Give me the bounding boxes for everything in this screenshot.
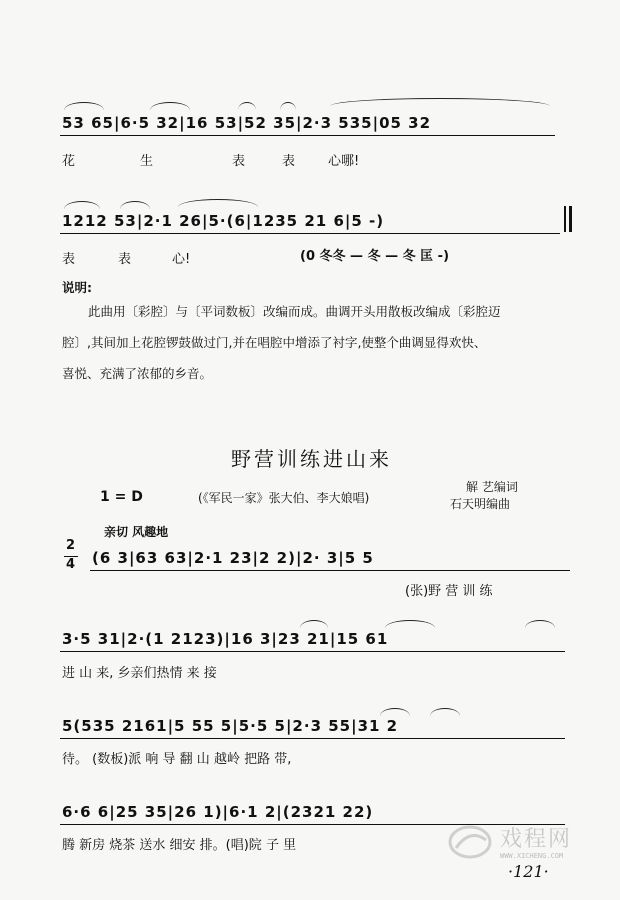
lyrics-row-3: 待。 (数板)派 响 导 翻 山 越岭 把路 带, (62, 752, 292, 767)
lyric-6: 表 (62, 252, 76, 267)
lyric-4: 表 (282, 154, 296, 169)
lyric-3: 表 (232, 154, 246, 169)
slur (300, 620, 328, 628)
slur (238, 102, 256, 110)
watermark-text: 戏程网 (500, 827, 573, 852)
slur (178, 199, 258, 207)
score-line-1: 53 65|6·5 32|16 53|52 35|2·3 535|05 32 (62, 114, 432, 132)
score-row-2: 3·5 31|2·(1 2123)|16 3|23 21|15 61 (62, 630, 389, 648)
beam-line (90, 570, 570, 571)
final-barline (564, 206, 566, 232)
slur (120, 201, 150, 209)
percussion-line: (0 冬冬 — 冬 — 冬 匡 -) (300, 249, 450, 264)
beam-line (60, 233, 560, 234)
slur (150, 102, 190, 110)
lyric-7: 表 (118, 252, 132, 267)
slur (330, 98, 550, 106)
credit-music: 石天明编曲 (450, 497, 511, 511)
watermark-logo-icon (446, 818, 496, 862)
score-row-3: 5(535 2161|5 55 5|5·5 5|2·3 55|31 2 (62, 717, 399, 735)
song-source: (《军民一家》张大伯、李大娘唱) (198, 491, 370, 505)
slur (430, 708, 460, 716)
tempo-marking: 亲切 风趣地 (104, 525, 169, 539)
lyrics-row-2: 进 山 来, 乡亲们热情 来 接 (62, 666, 217, 681)
slur (280, 102, 296, 110)
lyric-2: 生 (140, 154, 154, 169)
lyric-8: 心! (172, 252, 191, 267)
watermark-url: WWW.XICHENG.COM (500, 852, 564, 860)
slur (64, 102, 104, 110)
beam-line (60, 651, 565, 652)
time-signature-top: 2 (66, 538, 77, 553)
score-line-2: 1212 53|2·1 26|5·(6|1235 21 6|5 -) (62, 212, 385, 230)
note-text-2: 腔〕,其间加上花腔锣鼓做过门,并在唱腔中增添了衬字,使整个曲调显得欢快、 (62, 335, 487, 350)
note-text-3: 喜悦、充满了浓郁的乡音。 (62, 366, 213, 381)
key-signature: 1 = D (100, 489, 143, 505)
time-signature-bottom: 4 (66, 557, 77, 572)
score-row-4: 6·6 6|25 35|26 1)|6·1 2|(2321 22) (62, 803, 374, 821)
note-text-1: 此曲用〔彩腔〕与〔平词数板〕改编而成。曲调开头用散板改编成〔彩腔迈 (88, 304, 501, 319)
slur (385, 620, 435, 628)
lyrics-row-4: 腾 新房 烧茶 送水 细安 排。(唱)院 子 里 (62, 838, 297, 853)
slur (64, 201, 100, 209)
note-heading: 说明: (62, 280, 92, 295)
final-barline-thick (569, 206, 572, 232)
page-number: ·121· (508, 862, 549, 881)
slur (525, 620, 555, 628)
lyric-1: 花 (62, 154, 76, 169)
credit-lyrics: 解 艺编词 (466, 480, 518, 494)
song-title: 野营训练进山来 (231, 447, 392, 471)
score-row-1: (6 3|63 63|2·1 23|2 2)|2· 3|5 5 (92, 549, 374, 567)
lyrics-row-1: (张)野 营 训 练 (405, 584, 493, 599)
slur (380, 708, 410, 716)
beam-line (60, 738, 565, 739)
lyric-5: 心哪! (328, 154, 360, 169)
beam-line (60, 135, 555, 136)
